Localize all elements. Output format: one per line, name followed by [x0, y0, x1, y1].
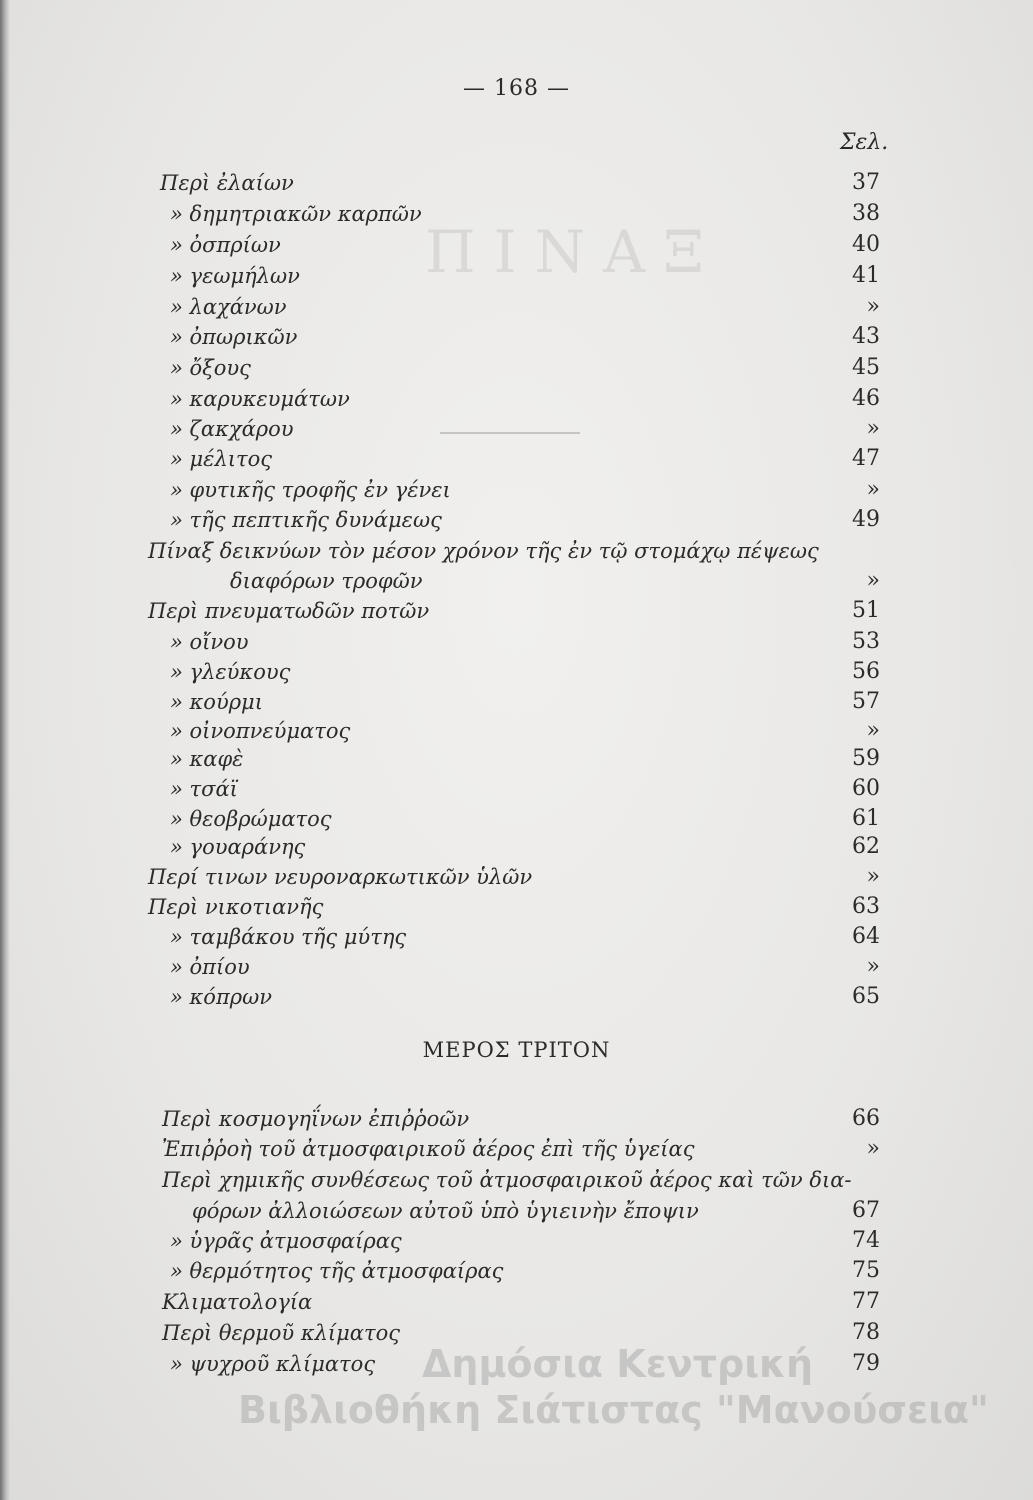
toc-entry: » φυτικῆς τροφῆς ἐν γένει »	[170, 477, 880, 502]
toc-entry: » μέλιτος 47	[170, 446, 880, 471]
toc-entry: Περὶ χημικῆς συνθέσεως τοῦ ἀτμοσφαιρικοῦ ἀέρος καὶ τῶν δια-	[162, 1168, 852, 1192]
toc-entry: » θεοβρώματος 61	[170, 806, 880, 831]
toc-entry: Περὶ ἐλαίων 37	[160, 170, 880, 195]
toc-entry: » κούρμι 57	[170, 689, 880, 714]
toc-entry: » ὄξους 45	[170, 355, 880, 380]
toc-entry: » θερμότητος τῆς ἀτμοσφαίρας 75	[170, 1258, 880, 1283]
toc-entry: Περί τινων νευροναρκωτικῶν ὑλῶν »	[148, 864, 880, 889]
toc-entry: » γεωμήλων 41	[170, 263, 880, 288]
toc-entry: » γλεύκους 56	[170, 659, 880, 684]
toc-entry: » ὀπωρικῶν 43	[170, 324, 880, 349]
page-column-header: Σελ.	[840, 130, 889, 155]
toc-entry: » ὑγρᾶς ἀτμοσφαίρας 74	[170, 1228, 880, 1253]
library-watermark-line2: Βιβλιοθήκη Σιάτιστας "Μανούσεια"	[238, 1388, 989, 1432]
toc-entry: διαφόρων τροφῶν »	[230, 568, 880, 593]
toc-entry: » καφὲ 59	[170, 746, 880, 771]
toc-entry: » οἰνοπνεύματος »	[170, 718, 880, 743]
toc-entry: Περὶ νικοτιανῆς 63	[148, 894, 880, 919]
toc-entry: » γουαράνης 62	[170, 834, 880, 859]
page-number: — 168 —	[463, 76, 570, 101]
toc-entry: » τῆς πεπτικῆς δυνάμεως 49	[170, 507, 880, 532]
toc-entry: » κόπρων 65	[170, 984, 880, 1009]
page-edge-shadow	[0, 0, 10, 1500]
bleed-through-title: ΠΙΝΑΞ	[425, 218, 722, 286]
section-title: ΜΕΡΟΣ ΤΡΙΤΟΝ	[422, 1038, 611, 1062]
toc-entry: » ταμβάκου τῆς μύτης 64	[170, 924, 880, 949]
toc-entry: Περὶ θερμοῦ κλίματος 78	[162, 1320, 880, 1345]
toc-entry: Πίναξ δεικνύων τὸν μέσον χρόνον τῆς ἐν τῷ στομάχῳ πέψεως	[148, 539, 819, 563]
toc-entry: » τσάϊ 60	[170, 776, 880, 801]
toc-entry: » ὀπίου »	[170, 954, 880, 979]
toc-entry: » δημητριακῶν καρπῶν 38	[170, 201, 880, 226]
library-watermark-line1: Δημόσια Κεντρική	[422, 1342, 814, 1386]
toc-entry: Κλιματολογία 77	[162, 1289, 880, 1314]
toc-entry: » ὀσπρίων 40	[170, 232, 880, 257]
toc-entry: » ζακχάρου »	[170, 416, 880, 441]
toc-entry: φόρων ἀλλοιώσεων αὐτοῦ ὑπὸ ὑγιεινὴν ἔποψιν 67	[192, 1198, 880, 1223]
toc-entry: Ἐπιῤῥοὴ τοῦ ἀτμοσφαιρικοῦ ἀέρος ἐπὶ τῆς ὑγείας »	[162, 1136, 880, 1161]
toc-entry: » λαχάνων »	[170, 294, 880, 319]
toc-entry: Περὶ κοσμογηΐνων ἐπιῤῥοῶν 66	[162, 1106, 880, 1131]
toc-entry: Περὶ πνευματωδῶν ποτῶν 51	[148, 598, 880, 623]
toc-entry: » ψυχροῦ κλίματος 79	[170, 1351, 880, 1376]
toc-entry: » καρυκευμάτων 46	[170, 386, 880, 411]
toc-entry: » οἴνου 53	[170, 629, 880, 654]
